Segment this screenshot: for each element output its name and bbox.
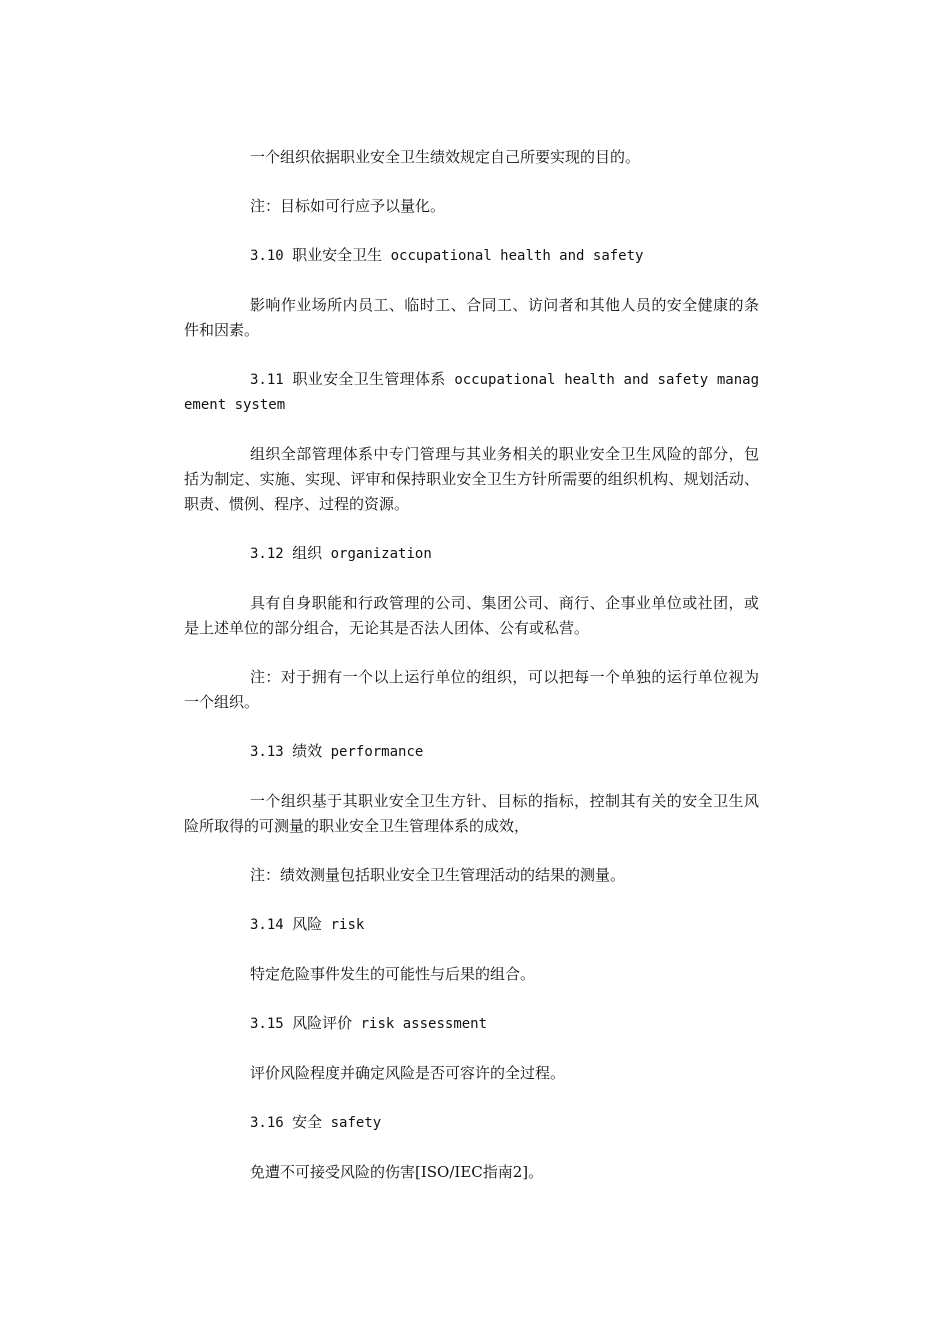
section-number: 3.10 [250,248,284,264]
section-title-en: occupational health and safety management system [184,372,759,413]
section-number: 3.12 [250,546,284,562]
section-title-zh: 绩效 [292,742,323,760]
section-number: 3.16 [250,1115,284,1131]
body-paragraph: 特定危险事件发生的可能性与后果的组合。 [250,965,536,983]
section-title-zh: 风险评价 [292,1014,353,1032]
body-paragraph: 组织全部管理体系中专门管理与其业务相关的职业安全卫生风险的部分，包括为制定、实施、实现、评审和保持职业安全卫生方针所需要的组织机构、规划活动、职责、惯例、程序、过程的资源。 [184,445,759,513]
section-title-zh: 职业安全卫生管理体系 [292,370,446,388]
section-title-en: safety [330,1115,382,1131]
section-title-zh: 风险 [292,915,323,933]
section-title-zh: 安全 [292,1113,323,1131]
section-number: 3.11 [250,372,284,388]
body-paragraph: 免遭不可接受风险的伤害[ISO/IEC指南2]。 [250,1163,544,1181]
section-title-en: risk assessment [360,1016,488,1032]
section-number: 3.13 [250,744,284,760]
section-number: 3.14 [250,917,284,933]
section-title-en: performance [330,744,424,760]
section-heading [184,1011,759,1037]
section-heading [184,243,759,269]
body-paragraph: 具有自身职能和行政管理的公司、集团公司、商行、企事业单位或社团，或是上述单位的部分组合，无论其是否法人团体、公有或私营。 [184,594,759,637]
note-paragraph: 注：绩效测量包括职业安全卫生管理活动的结果的测量。 [250,866,626,884]
section-number: 3.15 [250,1016,284,1032]
section-heading [184,541,759,567]
section-heading [184,367,759,418]
section-title-en: risk [330,917,365,933]
section-heading [184,1110,759,1136]
section-title-en: organization [330,546,432,562]
note-paragraph: 注：目标如可行应予以量化。 [250,197,446,215]
section-title-zh: 职业安全卫生 [292,246,383,264]
body-paragraph: 一个组织依据职业安全卫生绩效规定自己所要实现的目的。 [250,148,641,166]
section-heading [184,912,759,938]
note-paragraph: 注：对于拥有一个以上运行单位的组织，可以把每一个单独的运行单位视为一个组织。 [184,668,759,711]
body-paragraph: 一个组织基于其职业安全卫生方针、目标的指标，控制其有关的安全卫生风险所取得的可测量的职业安全卫生管理体系的成效， [184,792,759,835]
document-page [184,145,759,1209]
body-paragraph: 评价风险程度并确定风险是否可容许的全过程。 [250,1064,566,1082]
section-title-zh: 组织 [292,544,323,562]
section-title-en: occupational health and safety [390,248,644,264]
body-paragraph: 影响作业场所内员工、临时工、合同工、访问者和其他人员的安全健康的条件和因素。 [184,296,759,339]
section-heading [184,739,759,765]
